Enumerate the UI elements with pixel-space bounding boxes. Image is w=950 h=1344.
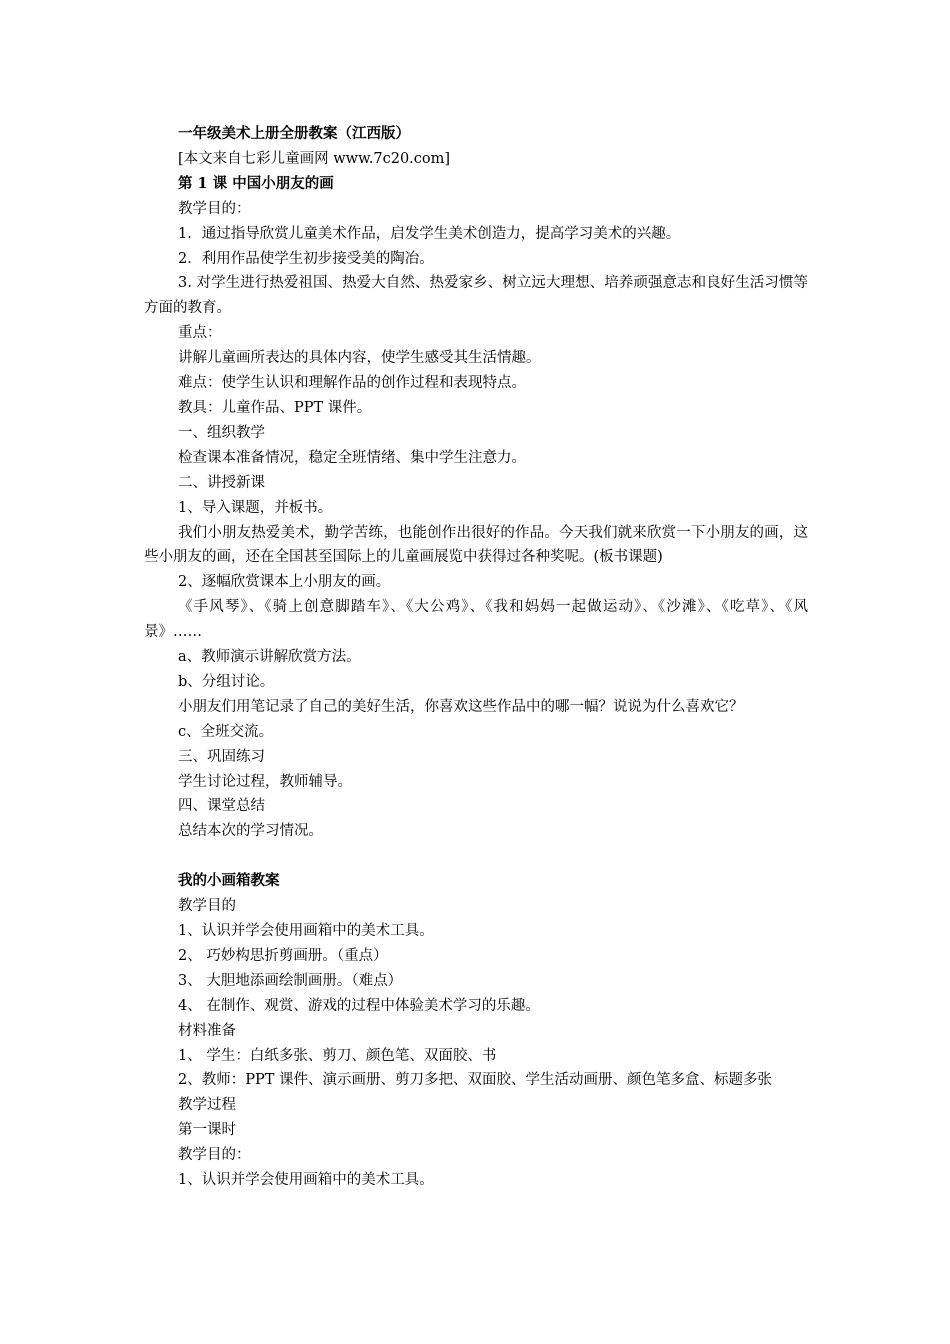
paragraph: 讲解儿童画所表达的具体内容，使学生感受其生活情趣。 [178, 350, 541, 367]
paragraph: 检查课本准备情况，稳定全班情绪、集中学生注意力。 [178, 449, 526, 466]
paragraph: 材料准备 [178, 1022, 236, 1039]
paragraph: 教学目的： [178, 1147, 251, 1164]
paragraph: 我们小朋友热爱美术，勤学苦练，也能创作出很好的作品。今天我们就来欣赏一下小朋友的画，这些小朋友的画，还在全国甚至国际上的儿童画展览中获得过各种奖呢。(板书课题) [144, 524, 808, 566]
paragraph: 《手风琴》、《骑上创意脚踏车》、《大公鸡》、《我和妈妈一起做运动》、《沙滩》、《吃草》、《风景》…… [144, 599, 808, 641]
blank-line [144, 844, 808, 869]
lesson1-body [144, 197, 808, 845]
paragraph: 二、讲授新课 [178, 474, 265, 491]
paragraph: 一、组织教学 [178, 424, 265, 441]
lesson2-body [144, 894, 808, 1193]
paragraph: 1、认识并学会使用画箱中的美术工具。 [178, 922, 434, 939]
paragraph: 难点：使学生认识和理解作品的创作过程和表现特点。 [178, 375, 526, 392]
paragraph: 1、 学生：白纸多张、剪刀、颜色笔、双面胶、书 [178, 1047, 497, 1064]
paragraph: 小朋友们用笔记录了自己的美好生活，你喜欢这些作品中的哪一幅？说说为什么喜欢它？ [178, 698, 744, 715]
paragraph: 重点： [178, 325, 222, 342]
paragraph: 第一课时 [178, 1122, 236, 1139]
paragraph: 3、 大胆地添画绘制画册。（难点） [178, 972, 403, 989]
paragraph: 三、巩固练习 [178, 748, 265, 765]
paragraph: 2、教师：PPT 课件、演示画册、剪刀多把、双面胶、学生活动画册、颜色笔多盒、标题多张 [178, 1072, 773, 1089]
source-note: [本文来自七彩儿童画网 www.7c20.com] [178, 150, 451, 167]
paragraph: 教学目的 [178, 898, 236, 915]
document-title: 一年级美术上册全册教案（江西版） [178, 125, 410, 142]
paragraph: 四、课堂总结 [178, 798, 265, 815]
paragraph: 教学过程 [178, 1097, 236, 1114]
paragraph: a、教师演示讲解欣赏方法。 [178, 649, 361, 666]
paragraph: 教学目的： [178, 200, 251, 217]
paragraph: 2、逐幅欣赏课本上小朋友的画。 [178, 574, 391, 591]
paragraph: 2．利用作品使学生初步接受美的陶冶。 [178, 250, 434, 267]
paragraph: 1、导入课题，并板书。 [178, 499, 333, 516]
paragraph: 总结本次的学习情况。 [178, 823, 323, 840]
paragraph: b、分组讨论。 [178, 673, 275, 690]
paragraph: 3. 对学生进行热爱祖国、热爱大自然、热爱家乡、树立远大理想、培养顽强意志和良好生活习惯等方面的教育。 [144, 275, 808, 317]
lesson2-heading: 我的小画箱教案 [178, 872, 280, 890]
paragraph: 学生讨论过程，教师辅导。 [178, 773, 352, 790]
document-page [144, 122, 808, 1193]
paragraph: 2、 巧妙构思折剪画册。（重点） [178, 947, 388, 964]
paragraph: 4、 在制作、观赏、游戏的过程中体验美术学习的乐趣。 [178, 997, 540, 1014]
paragraph: 1、认识并学会使用画箱中的美术工具。 [178, 1172, 434, 1189]
paragraph: 教具：儿童作品、PPT 课件。 [178, 399, 372, 416]
paragraph: 1．通过指导欣赏儿童美术作品，启发学生美术创造力，提高学习美术的兴趣。 [178, 225, 681, 242]
lesson1-heading: 第 1 课 中国小朋友的画 [178, 174, 334, 192]
paragraph: c、全班交流。 [178, 723, 274, 740]
